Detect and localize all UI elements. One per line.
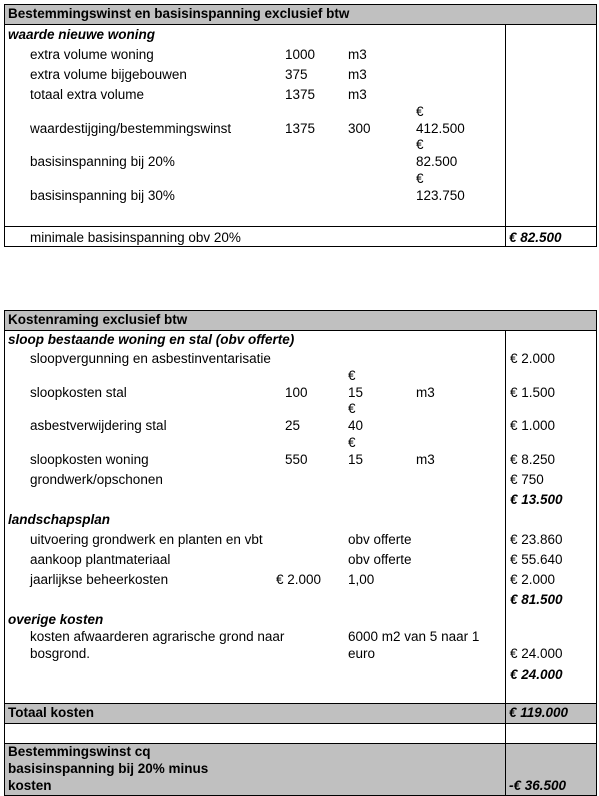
row-label: grondwerk/opschonen: [30, 472, 163, 487]
row-value: € 2.000: [510, 351, 556, 366]
row-price: 15: [348, 385, 364, 400]
row-label: asbestverwijdering stal: [30, 418, 167, 433]
border: [4, 330, 597, 331]
row-price: 15: [348, 452, 364, 467]
row-price: 300: [348, 121, 371, 136]
row-label: sloopvergunning en asbestinventarisatie: [30, 351, 271, 366]
row-label: extra volume bijgebouwen: [30, 67, 187, 82]
subtotal-landschapsplan: € 81.500: [510, 592, 563, 607]
border: [4, 246, 597, 247]
row-unit: m3: [416, 452, 435, 467]
row-value: € 8.250: [510, 452, 556, 467]
row-quantity: 1375: [285, 121, 316, 136]
row-quantity: 1375: [285, 87, 316, 102]
row-label: basisinspanning bij 30%: [30, 188, 175, 203]
row-value: € 1.000: [510, 418, 556, 433]
final-label-line2: basisinspanning bij 20% minus: [8, 761, 209, 776]
row-note: 1,00: [348, 572, 375, 587]
euro-symbol: €: [348, 368, 356, 383]
row-label: sloopkosten woning: [30, 452, 149, 467]
euro-symbol: €: [348, 401, 356, 416]
row-note: obv offerte: [348, 532, 412, 547]
row-quantity: 550: [285, 452, 308, 467]
row-value: € 23.860: [510, 532, 563, 547]
row-amount: € 2.000: [276, 572, 322, 587]
final-label-line3: kosten: [8, 778, 52, 793]
row-note-line1: 6000 m2 van 5 naar 1: [348, 629, 480, 644]
border: [4, 310, 5, 796]
row-label-line2: bosgrond.: [30, 646, 91, 661]
euro-symbol: €: [416, 171, 424, 186]
border: [505, 24, 506, 247]
border: [4, 703, 597, 704]
section-title-overige: overige kosten: [8, 612, 104, 627]
border: [4, 24, 597, 25]
border: [596, 4, 597, 247]
border: [4, 226, 597, 227]
row-unit: m3: [348, 87, 367, 102]
row-unit: m3: [416, 385, 435, 400]
row-label: extra volume woning: [30, 47, 154, 62]
row-unit: m3: [348, 47, 367, 62]
row-note: obv offerte: [348, 552, 412, 567]
border: [4, 723, 597, 724]
border: [505, 330, 506, 796]
row-unit: m3: [348, 67, 367, 82]
total-value: € 119.000: [509, 705, 569, 720]
subtotal-overige: € 24.000: [510, 667, 563, 682]
row-amount: 412.500: [416, 121, 465, 136]
border: [4, 4, 5, 247]
final-value: -€ 36.500: [509, 778, 567, 793]
row-value: € 1.500: [510, 385, 556, 400]
row-quantity: 100: [285, 385, 308, 400]
border: [4, 4, 597, 5]
row-label: sloopkosten stal: [30, 385, 127, 400]
table1-total-value: € 82.500: [509, 230, 562, 245]
row-quantity: 25: [285, 418, 301, 433]
final-label-line1: Bestemmingswinst cq: [8, 744, 151, 759]
euro-symbol: €: [416, 104, 424, 119]
section-title-sloop: sloop bestaande woning en stal (obv offerte): [8, 332, 295, 347]
row-quantity: 375: [285, 67, 308, 82]
row-label: basisinspanning bij 20%: [30, 154, 175, 169]
table1-title: Bestemmingswinst en basisinspanning exclusief btw: [8, 6, 350, 21]
euro-symbol: €: [348, 435, 356, 450]
euro-symbol: €: [416, 137, 424, 152]
border: [596, 310, 597, 796]
row-price: 40: [348, 418, 364, 433]
row-value: € 750: [510, 472, 544, 487]
total-label: Totaal kosten: [8, 705, 95, 720]
row-quantity: 1000: [285, 47, 316, 62]
border: [4, 310, 597, 311]
row-label: jaarlijkse beheerkosten: [30, 572, 169, 587]
row-label-line1: kosten afwaarderen agrarische grond naar: [30, 629, 285, 644]
row-value: € 24.000: [510, 646, 563, 661]
row-label: waardestijging/bestemmingswinst: [30, 121, 232, 136]
table1-section-title: waarde nieuwe woning: [8, 27, 156, 42]
row-value: € 55.640: [510, 552, 563, 567]
subtotal-sloop: € 13.500: [510, 492, 563, 507]
table1-total-label: minimale basisinspanning obv 20%: [30, 230, 241, 245]
section-title-landschapsplan: landschapsplan: [8, 512, 111, 527]
row-amount: 123.750: [416, 188, 465, 203]
row-label: aankoop plantmateriaal: [30, 552, 171, 567]
row-label: totaal extra volume: [30, 87, 145, 102]
row-label: uitvoering grondwerk en planten en vbt: [30, 532, 263, 547]
row-amount: 82.500: [416, 154, 458, 169]
table2-title: Kostenraming exclusief btw: [8, 312, 188, 327]
row-note-line2: euro: [348, 646, 376, 661]
row-value: € 2.000: [510, 572, 556, 587]
